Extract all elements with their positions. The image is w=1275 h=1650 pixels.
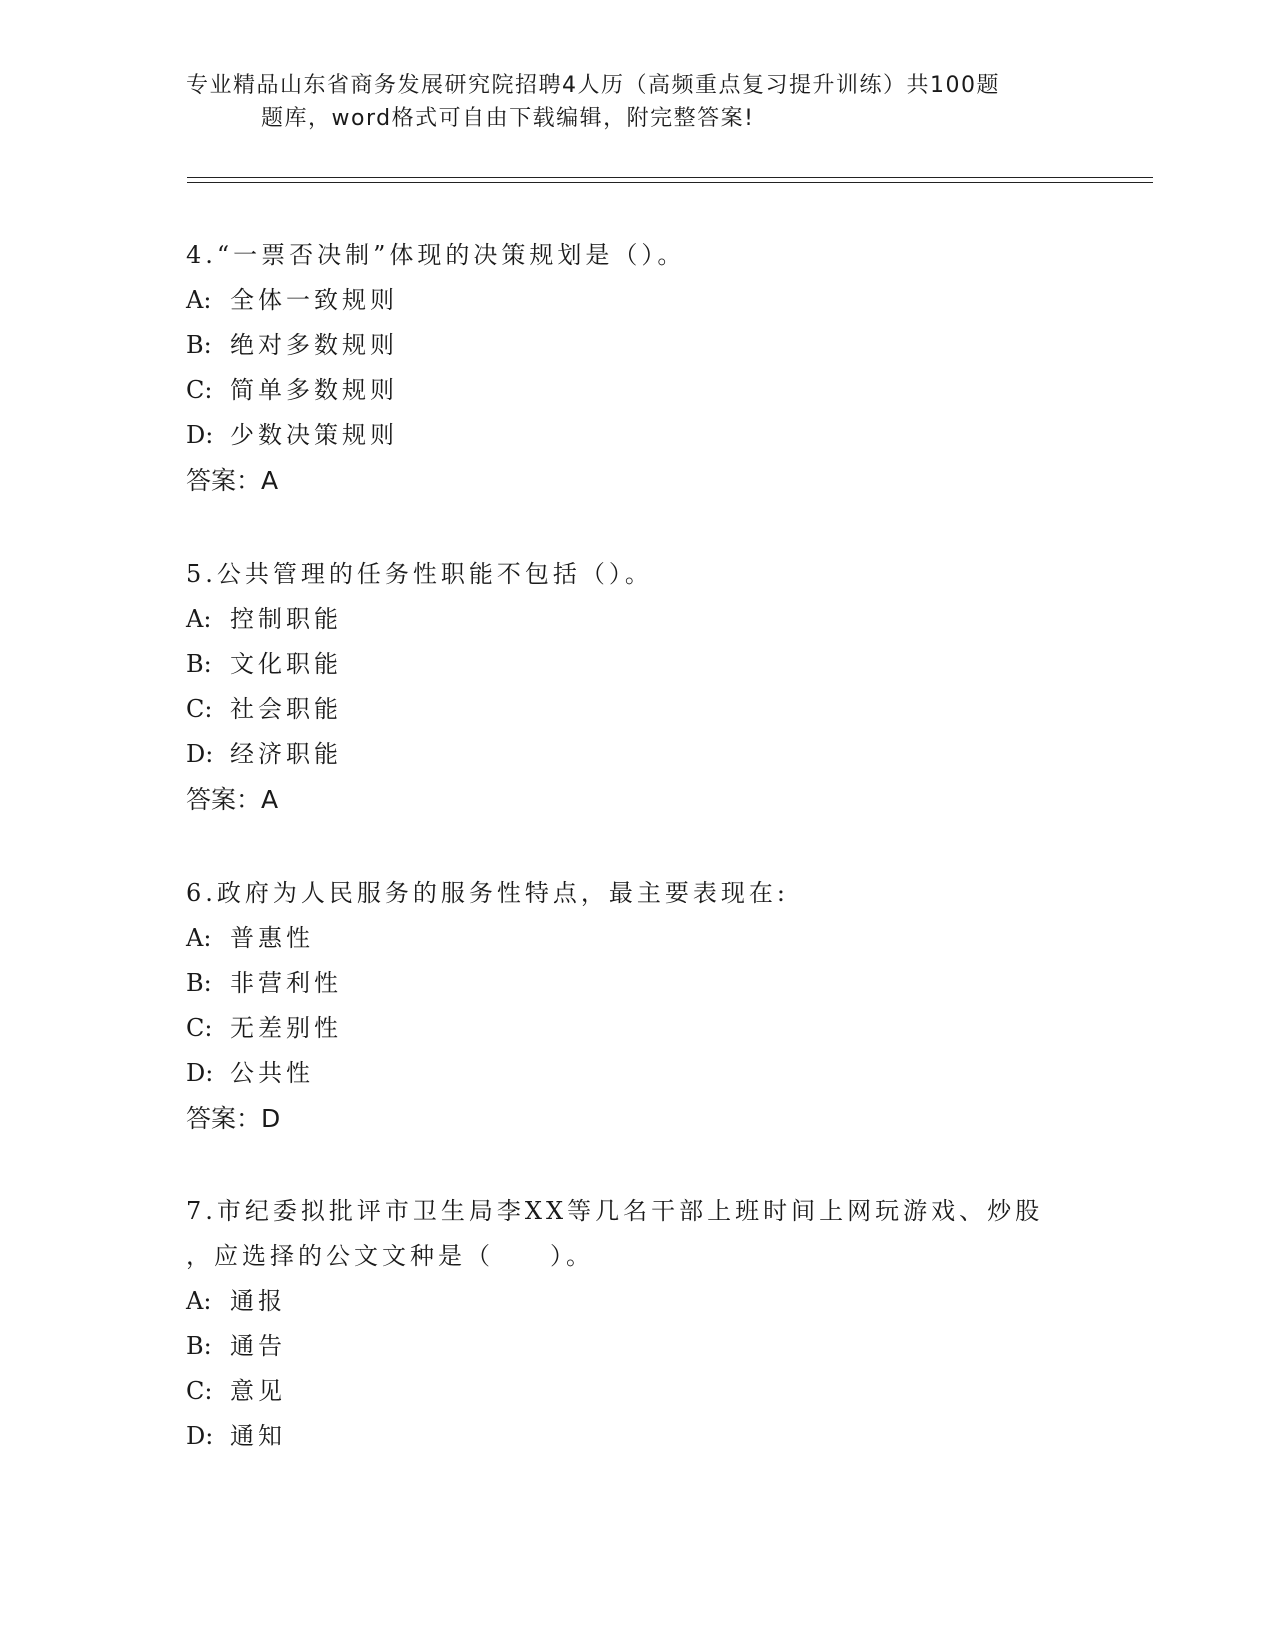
option-key: B: bbox=[186, 650, 212, 678]
option-b bbox=[186, 1324, 1186, 1369]
header-divider-top bbox=[187, 177, 1153, 178]
option-text: 通知 bbox=[230, 1422, 286, 1450]
option-text: 简单多数规则 bbox=[230, 376, 398, 404]
header-title-line-1: 专业精品山东省商务发展研究院招聘4人历（高频重点复习提升训练）共100题 bbox=[186, 73, 1000, 98]
option-key: C: bbox=[186, 695, 213, 723]
option-b bbox=[186, 961, 1186, 1006]
option-text: 普惠性 bbox=[230, 924, 314, 952]
option-text: 非营利性 bbox=[230, 969, 342, 997]
option-text: 通告 bbox=[230, 1332, 286, 1360]
question-text: 4.“一票否决制”体现的决策规划是（）。 bbox=[186, 241, 686, 269]
question-7 bbox=[186, 1189, 1186, 1459]
option-text: 无差别性 bbox=[230, 1014, 342, 1042]
option-key: B: bbox=[186, 331, 212, 359]
option-b bbox=[186, 323, 1186, 368]
option-text: 社会职能 bbox=[230, 695, 342, 723]
option-key: A: bbox=[186, 924, 212, 952]
header-divider-bottom bbox=[187, 182, 1153, 183]
option-key: B: bbox=[186, 1332, 212, 1360]
option-key: D: bbox=[186, 740, 214, 768]
option-a bbox=[186, 597, 1186, 642]
option-text: 少数决策规则 bbox=[230, 421, 398, 449]
option-a bbox=[186, 1279, 1186, 1324]
option-key: C: bbox=[186, 1014, 213, 1042]
answer-line: 答案：A bbox=[186, 466, 279, 495]
option-c bbox=[186, 687, 1186, 732]
option-text: 全体一致规则 bbox=[230, 286, 398, 314]
question-text: 5.公共管理的任务性职能不包括（）。 bbox=[186, 560, 653, 588]
answer-line: 答案：D bbox=[186, 1104, 281, 1133]
option-key: D: bbox=[186, 421, 214, 449]
option-c bbox=[186, 1006, 1186, 1051]
option-key: C: bbox=[186, 376, 213, 404]
option-d bbox=[186, 732, 1186, 777]
option-c bbox=[186, 368, 1186, 413]
question-6 bbox=[186, 871, 1186, 1141]
option-d bbox=[186, 1051, 1186, 1096]
option-c bbox=[186, 1369, 1186, 1414]
option-text: 经济职能 bbox=[230, 740, 342, 768]
option-key: D: bbox=[186, 1059, 214, 1087]
option-text: 控制职能 bbox=[230, 605, 342, 633]
option-a bbox=[186, 916, 1186, 961]
option-key: C: bbox=[186, 1377, 213, 1405]
question-text-line-1: 7.市纪委拟批评市卫生局李XX等几名干部上班时间上网玩游戏、炒股 bbox=[186, 1197, 1044, 1225]
question-text-line-2: ，应选择的公文文种是（ ）。 bbox=[186, 1242, 594, 1270]
question-text: 6.政府为人民服务的服务性特点，最主要表现在: bbox=[186, 879, 789, 907]
option-d bbox=[186, 1414, 1186, 1459]
question-5 bbox=[186, 552, 1186, 822]
option-key: D: bbox=[186, 1422, 214, 1450]
header-title-line-2: 题库，word格式可自由下载编辑，附完整答案! bbox=[261, 106, 755, 131]
option-text: 绝对多数规则 bbox=[230, 331, 398, 359]
option-key: A: bbox=[186, 1287, 212, 1315]
option-key: A: bbox=[186, 605, 212, 633]
question-4 bbox=[186, 233, 1186, 503]
option-text: 文化职能 bbox=[230, 650, 342, 678]
option-key: B: bbox=[186, 969, 212, 997]
option-a bbox=[186, 278, 1186, 323]
option-text: 公共性 bbox=[230, 1059, 314, 1087]
option-text: 通报 bbox=[230, 1287, 286, 1315]
option-text: 意见 bbox=[230, 1377, 286, 1405]
option-b bbox=[186, 642, 1186, 687]
answer-line: 答案：A bbox=[186, 785, 279, 814]
option-key: A: bbox=[186, 286, 212, 314]
option-d bbox=[186, 413, 1186, 458]
